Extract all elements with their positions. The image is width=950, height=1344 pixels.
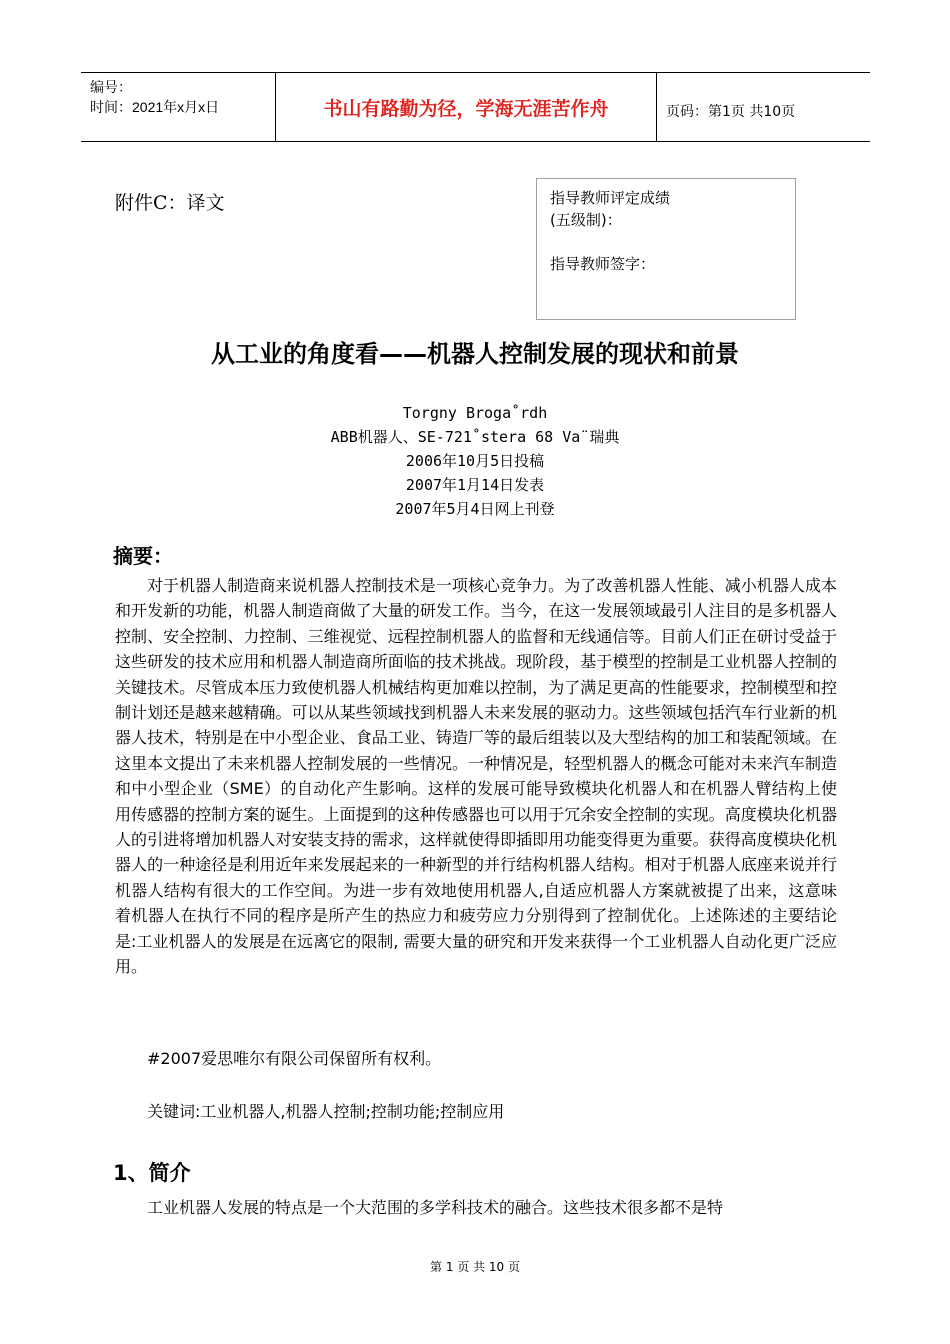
author-affiliation: ABB机器人、SE-721˚stera 68 Va¨瑞典 [330, 428, 620, 446]
abstract-text: 对于机器人制造商来说机器人控制技术是一项核心竞争力。为了改善机器人性能、减小机器人成本和开发新的功能，机器人制造商做了大量的研发工作。当今，在这一发展领域最引人注目的是多机器人控制、安全控制、力控制、三维视觉、远程控制机器人的监督和无线通信等。目前人们正在研讨受益于这些研发的技术应用和机器人制造商所面临的技术挑战。现阶段，基于模型的控制是工业机器人控制的关键技术。尽管成本压力致使机器人机械结构更加难以控制，为了满足更高的性能要求，控制模型和控制计划还是越来越精确。可以从某些领域找到机器人未来发展的驱动力。这些领域包括汽车行业新的机器人技术，特别是在中小型企业、食品工业、铸造厂等的最后组装以及大型结构的加工和装配领域。在这里本文提出了未来机器人控制发展的一些情况。一种情况是，轻型机器人的概念可能对未来汽车制造和中小型企业（SME）的自动化产生影响。这样的发展可能导致模块化机器人和在机器人臂结构上使用传感器的控制方案的诞生。上面提到的这种传感器也可以用于冗余安全控制的实现。高度模块化机器人的引进将增加机器人对安装支持的需求，这样就使得即插即用功能变得更为重要。获得高度模块化机器人的一种途径是利用近年来发展起来的一种新型的并行结构机器人结构。相对于机器人底座来说并行机器人结构有很大的工作空间。为进一步有效地使用机器人,自适应机器人方案就被提了出来，这意味着机器人在执行不同的程序是所产生的热应力和疲劳应力分别得到了控制优化。上述陈述的主要结论是:工业机器人的发展是在远离它的限制, 需要大量的研究和开发来获得一个工业机器人自动化更广泛应用。 [115, 576, 837, 977]
header-left-cell [81, 73, 276, 141]
page-footer: 第 1 页 共 10 页 [430, 1260, 520, 1274]
grade-box [536, 178, 796, 320]
paper-title: 从工业的角度看——机器人控制发展的现状和前景 [211, 340, 739, 368]
intro-text: 工业机器人发展的特点是一个大范围的多学科技术的融合。这些技术很多都不是特 [147, 1198, 724, 1217]
date-label: 时间：2021年x月x日 [90, 99, 220, 115]
date-online: 2007年5月4日网上刊登 [395, 500, 555, 518]
author-block [0, 401, 950, 521]
abstract-heading: 摘要： [113, 544, 173, 568]
author-name: Torgny Broga˚rdh [402, 404, 548, 422]
copyright: #2007爱思唯尔有限公司保留所有权利。 [147, 1049, 442, 1068]
intro-heading: 1、简介 [113, 1161, 191, 1185]
grade-box-line1: 指导教师评定成绩 [550, 189, 671, 207]
number-label: 编号： [90, 79, 132, 95]
grade-box-signature: 指导教师签字： [550, 255, 656, 273]
page-header [81, 72, 870, 142]
annex-label: 附件C：译文 [115, 192, 225, 214]
date-received: 2006年10月5日投稿 [405, 452, 545, 470]
grade-box-line2: (五级制)： [550, 211, 622, 229]
keywords: 关键词:工业机器人,机器人控制;控制功能;控制应用 [147, 1102, 505, 1121]
header-motto: 书山有路勤为径，学海无涯苦作舟 [276, 73, 657, 141]
date-published: 2007年1月14日发表 [405, 476, 545, 494]
header-page-label: 页码：第1页 共10页 [666, 104, 796, 120]
